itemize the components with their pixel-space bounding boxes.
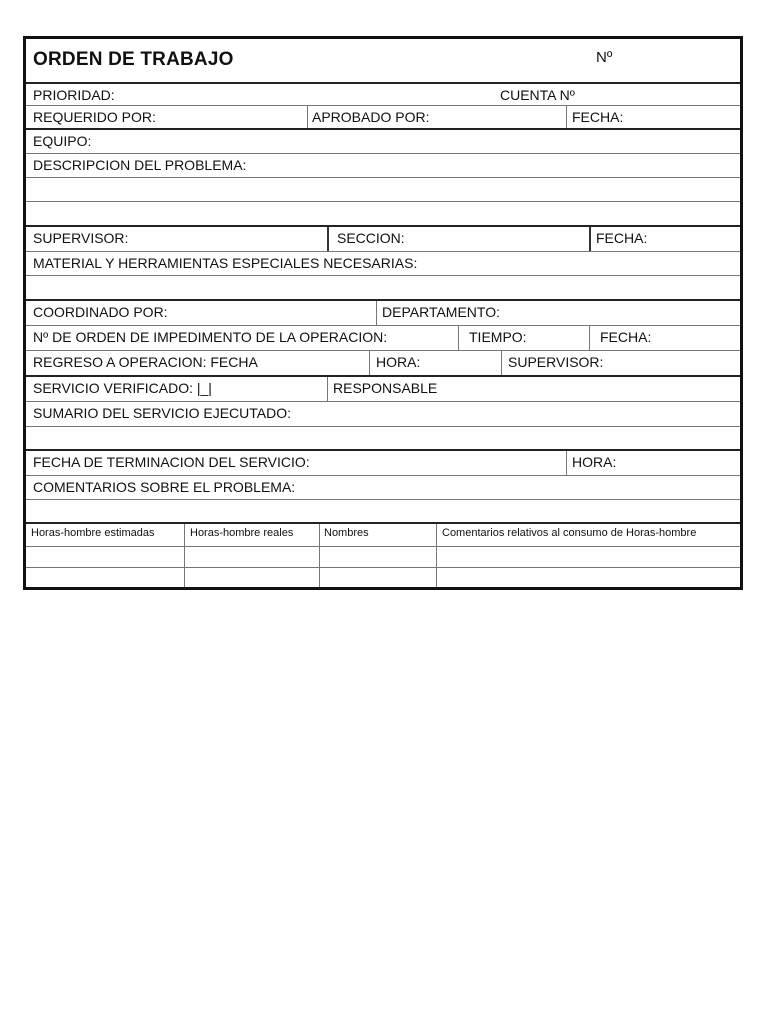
blank-line [26, 178, 740, 202]
row-regreso [26, 351, 740, 377]
title-row [26, 39, 740, 84]
regreso-label: REGRESO A OPERACION: FECHA [33, 354, 258, 370]
row-equipo [26, 130, 740, 154]
header-horas-reales: Horas-hombre reales [190, 527, 294, 539]
cuenta-label: CUENTA Nº [500, 87, 575, 103]
divider [566, 106, 567, 128]
row-orden-impedimento [26, 326, 740, 351]
table-row [26, 547, 740, 568]
row-sumario [26, 402, 740, 427]
coordinado-por-label: COORDINADO POR: [33, 304, 168, 320]
blank-line [26, 202, 740, 227]
prioridad-label: PRIORIDAD: [33, 87, 115, 103]
row-prioridad [26, 84, 740, 106]
hora-label: HORA: [376, 354, 421, 370]
row-servicio-verificado [26, 377, 740, 402]
header-nombres: Nombres [324, 527, 369, 539]
requerido-por-label: REQUERIDO POR: [33, 109, 156, 125]
row-fecha-terminacion [26, 451, 740, 476]
header-comentarios-horas: Comentarios relativos al consumo de Horas-hombre [442, 527, 697, 539]
sumario-label: SUMARIO DEL SERVICIO EJECUTADO: [33, 405, 292, 421]
divider [458, 326, 459, 350]
material-label: MATERIAL Y HERRAMIENTAS ESPECIALES NECESARIAS: [33, 255, 418, 271]
servicio-verificado-label: SERVICIO VERIFICADO: |_| [33, 380, 212, 396]
fecha-terminacion-label: FECHA DE TERMINACION DEL SERVICIO: [33, 454, 310, 470]
table-column-divider [319, 524, 320, 587]
form-title: ORDEN DE TRABAJO [33, 49, 234, 70]
order-number-label: Nº [596, 49, 613, 66]
divider [501, 351, 502, 375]
row-descripcion [26, 154, 740, 178]
row-comentarios [26, 476, 740, 500]
hours-table-header [26, 524, 740, 547]
divider [307, 106, 308, 128]
blank-line [26, 500, 740, 524]
row-coordinado [26, 301, 740, 326]
work-order-form [23, 36, 743, 590]
fecha-label: FECHA: [572, 109, 624, 125]
comentarios-label: COMENTARIOS SOBRE EL PROBLEMA: [33, 479, 296, 495]
fecha-label: FECHA: [596, 230, 648, 246]
blank-line [26, 276, 740, 301]
supervisor-label: SUPERVISOR: [508, 354, 604, 370]
header-horas-estimadas: Horas-hombre estimadas [31, 527, 155, 539]
divider [589, 227, 591, 251]
divider [566, 451, 567, 475]
supervisor-label: SUPERVISOR: [33, 230, 129, 246]
responsable-label: RESPONSABLE [333, 380, 438, 396]
divider [589, 326, 590, 350]
row-material [26, 252, 740, 276]
blank-line [26, 427, 740, 451]
seccion-label: SECCION: [337, 230, 405, 246]
hora-label: HORA: [572, 454, 617, 470]
divider [376, 301, 377, 325]
fecha-label: FECHA: [600, 329, 652, 345]
row-supervisor [26, 227, 740, 252]
table-row [26, 568, 740, 587]
divider [327, 227, 329, 251]
descripcion-label: DESCRIPCION DEL PROBLEMA: [33, 157, 247, 173]
orden-impedimento-label: Nº DE ORDEN DE IMPEDIMENTO DE LA OPERACION: [33, 329, 388, 345]
row-requerido [26, 106, 740, 130]
divider [369, 351, 370, 375]
table-column-divider [184, 524, 185, 587]
table-column-divider [436, 524, 437, 587]
tiempo-label: TIEMPO: [469, 329, 527, 345]
equipo-label: EQUIPO: [33, 133, 92, 149]
aprobado-por-label: APROBADO POR: [312, 109, 430, 125]
divider [327, 377, 328, 401]
departamento-label: DEPARTAMENTO: [382, 304, 500, 320]
